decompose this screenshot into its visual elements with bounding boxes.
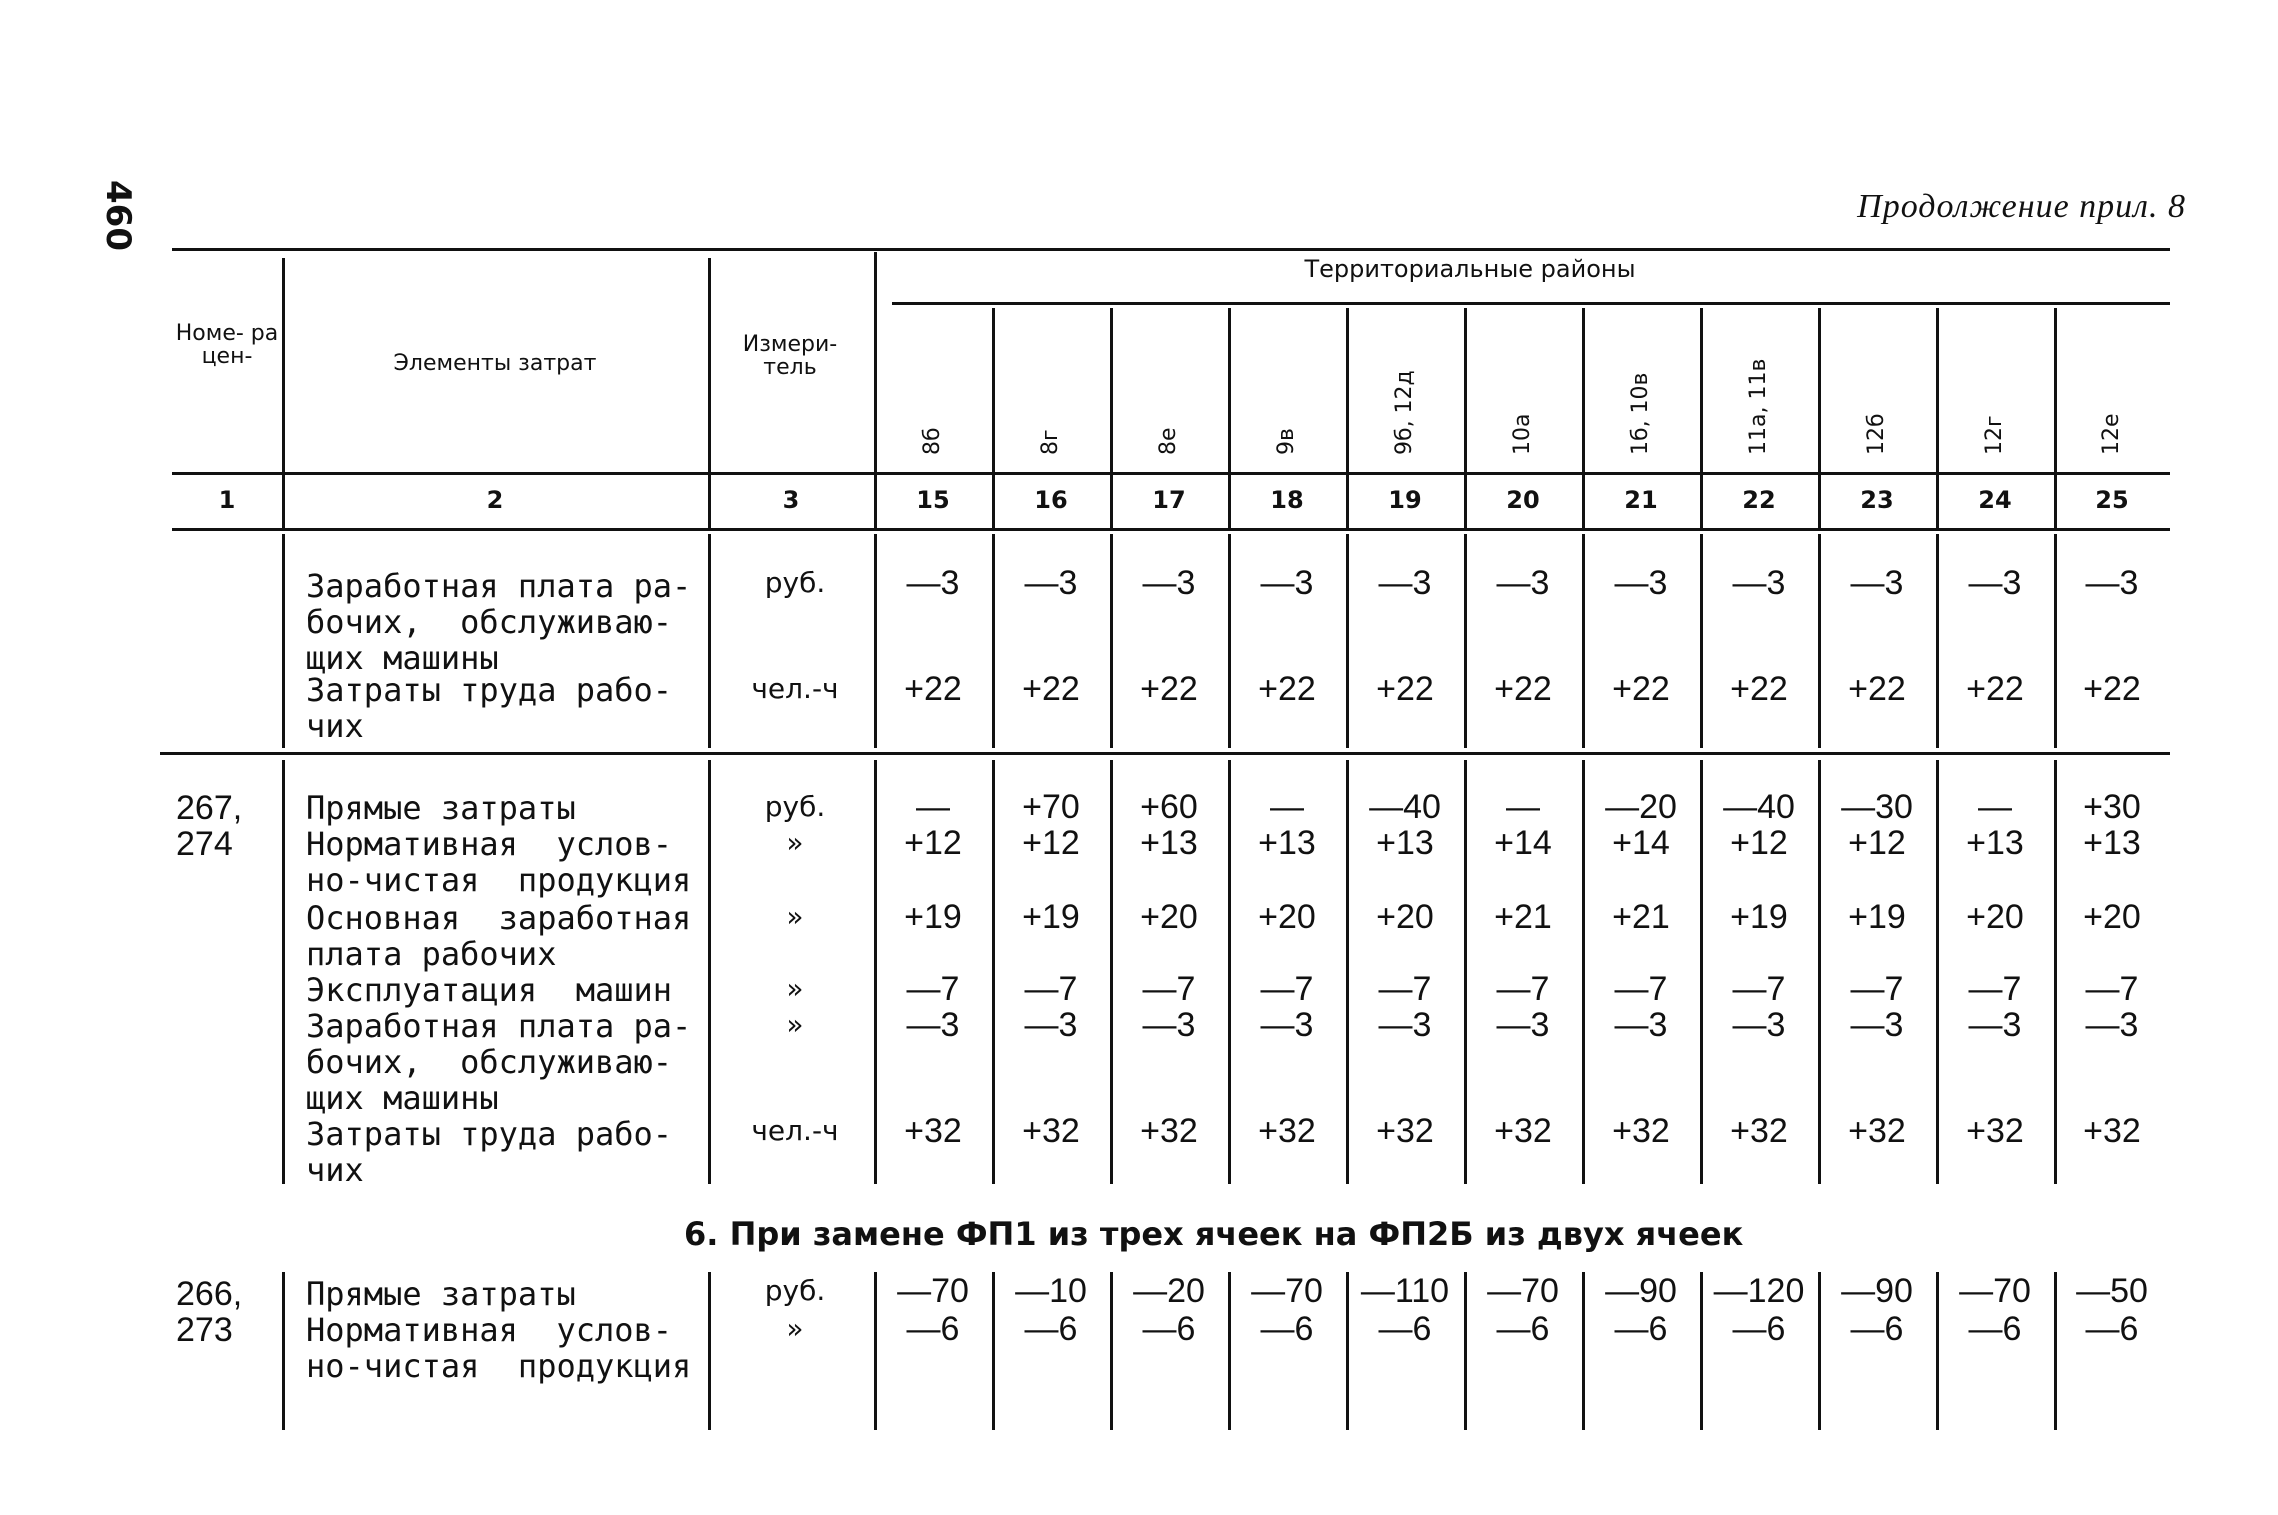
value-cell: —3: [1732, 1006, 1786, 1044]
header-unit: Измери- тель: [742, 332, 838, 381]
value-cell: —50: [2076, 1272, 2148, 1310]
value-cell: +22: [1494, 670, 1552, 708]
value-cell: —3: [1614, 564, 1668, 602]
value-cell: —7: [1496, 970, 1550, 1008]
value-cell: —: [1506, 788, 1540, 826]
value-cell: —7: [2085, 970, 2139, 1008]
value-cell: —3: [1968, 564, 2022, 602]
value-cell: —3: [1260, 564, 1314, 602]
value-cell: +22: [1730, 670, 1788, 708]
value-cell: —3: [1732, 564, 1786, 602]
price-number: 267, 274: [176, 789, 243, 863]
value-cell: —70: [897, 1272, 969, 1310]
value-cell: +20: [1376, 898, 1434, 936]
column-number: 22: [1742, 486, 1776, 514]
value-cell: —3: [1614, 1006, 1668, 1044]
value-cell: +12: [1848, 824, 1906, 862]
value-cell: —20: [1605, 788, 1677, 826]
value-cell: —7: [1260, 970, 1314, 1008]
value-cell: —: [916, 788, 950, 826]
value-cell: —6: [1614, 1310, 1668, 1348]
value-cell: +22: [1258, 670, 1316, 708]
district-divider: [1464, 308, 1467, 528]
block-c-divider: [282, 1272, 285, 1430]
district-label: 1б, 10в: [1628, 372, 1653, 455]
territorial-underline: [892, 302, 2170, 305]
value-cell: +14: [1612, 824, 1670, 862]
column-number: 15: [916, 486, 950, 514]
divider-col1: [282, 258, 285, 528]
value-cell: +22: [2083, 670, 2141, 708]
unit-label: »: [786, 972, 804, 1005]
value-cell: +20: [1966, 898, 2024, 936]
value-cell: +20: [1258, 898, 1316, 936]
unit-label: чел.-ч: [751, 1114, 839, 1147]
value-cell: —70: [1959, 1272, 2031, 1310]
cost-element-label: Заработная плата ра- бочих, обслуживаю- щих машины: [306, 567, 692, 677]
value-cell: —7: [1024, 970, 1078, 1008]
value-cell: —: [1978, 788, 2012, 826]
value-cell: —7: [1732, 970, 1786, 1008]
value-cell: —3: [1024, 564, 1078, 602]
block-c-divider: [708, 1272, 711, 1430]
value-cell: +13: [1140, 824, 1198, 862]
value-cell: —20: [1133, 1272, 1205, 1310]
value-cell: —3: [1260, 1006, 1314, 1044]
continuation-note: Продолжение прил. 8: [1857, 188, 2186, 225]
value-cell: +19: [1848, 898, 1906, 936]
block-separator-rule: [160, 752, 2170, 755]
block-a-divider: [708, 534, 711, 748]
divider-col2: [708, 258, 711, 528]
unit-label: руб.: [764, 1274, 826, 1307]
value-cell: +21: [1494, 898, 1552, 936]
value-cell: +19: [904, 898, 962, 936]
unit-label: руб.: [764, 566, 826, 599]
value-cell: +12: [1730, 824, 1788, 862]
value-cell: —110: [1360, 1272, 1450, 1310]
column-number: 24: [1978, 486, 2012, 514]
value-cell: —3: [906, 1006, 960, 1044]
value-cell: +32: [1966, 1112, 2024, 1150]
column-number: 21: [1624, 486, 1658, 514]
district-label: 10а: [1510, 413, 1535, 455]
value-cell: —3: [1496, 1006, 1550, 1044]
district-label: 9в: [1274, 428, 1299, 455]
value-cell: +30: [2083, 788, 2141, 826]
column-number: 18: [1270, 486, 1304, 514]
value-cell: +19: [1022, 898, 1080, 936]
column-number: 16: [1034, 486, 1068, 514]
value-cell: —6: [1850, 1310, 1904, 1348]
district-label: 9б, 12д: [1392, 370, 1417, 455]
price-number: 266, 273: [176, 1275, 243, 1349]
value-cell: —3: [906, 564, 960, 602]
district-divider: [1936, 308, 1939, 528]
district-divider: [1110, 308, 1113, 528]
value-cell: +32: [1140, 1112, 1198, 1150]
value-cell: —70: [1251, 1272, 1323, 1310]
column-number: 23: [1860, 486, 1894, 514]
block-b-divider: [708, 760, 711, 1184]
value-cell: +32: [1612, 1112, 1670, 1150]
value-cell: +13: [1966, 824, 2024, 862]
value-cell: +32: [2083, 1112, 2141, 1150]
unit-label: »: [786, 1008, 804, 1041]
value-cell: —3: [1142, 1006, 1196, 1044]
value-cell: —7: [1614, 970, 1668, 1008]
value-cell: —6: [1732, 1310, 1786, 1348]
value-cell: —70: [1487, 1272, 1559, 1310]
value-cell: —3: [1968, 1006, 2022, 1044]
header-bottom-rule: [172, 472, 2170, 475]
value-cell: +14: [1494, 824, 1552, 862]
cost-element-label: Нормативная услов- но-чистая продукция: [306, 825, 692, 899]
value-cell: +22: [1848, 670, 1906, 708]
value-cell: —40: [1723, 788, 1795, 826]
value-cell: —6: [1378, 1310, 1432, 1348]
value-cell: +32: [904, 1112, 962, 1150]
value-cell: +20: [2083, 898, 2141, 936]
value-cell: +21: [1612, 898, 1670, 936]
cost-element-label: Прямые затраты: [306, 789, 576, 827]
value-cell: +13: [1376, 824, 1434, 862]
district-divider: [1346, 308, 1349, 528]
value-cell: +32: [1258, 1112, 1316, 1150]
unit-label: »: [786, 826, 804, 859]
value-cell: +32: [1730, 1112, 1788, 1150]
value-cell: —3: [1142, 564, 1196, 602]
unit-label: »: [786, 900, 804, 933]
cost-element-label: Затраты труда рабо- чих: [306, 1115, 673, 1189]
value-cell: +22: [1612, 670, 1670, 708]
value-cell: —: [1270, 788, 1304, 826]
value-cell: —30: [1841, 788, 1913, 826]
district-divider: [2054, 308, 2057, 528]
district-divider: [992, 308, 995, 528]
value-cell: —3: [1850, 564, 1904, 602]
value-cell: +32: [1022, 1112, 1080, 1150]
value-cell: —6: [1142, 1310, 1196, 1348]
divider-col3: [874, 252, 877, 528]
value-cell: +22: [1376, 670, 1434, 708]
value-cell: +20: [1140, 898, 1198, 936]
block-b-divider: [282, 760, 285, 1184]
value-cell: —3: [2085, 1006, 2139, 1044]
column-number: 19: [1388, 486, 1422, 514]
value-cell: —10: [1015, 1272, 1087, 1310]
district-label: 8г: [1038, 429, 1063, 455]
column-number: 2: [486, 486, 504, 514]
unit-label: руб.: [764, 790, 826, 823]
value-cell: —6: [1260, 1310, 1314, 1348]
value-cell: +32: [1848, 1112, 1906, 1150]
value-cell: —3: [1024, 1006, 1078, 1044]
value-cell: —3: [1378, 564, 1432, 602]
column-number: 25: [2095, 486, 2129, 514]
column-number: 3: [782, 486, 800, 514]
value-cell: +60: [1140, 788, 1198, 826]
value-cell: —6: [1024, 1310, 1078, 1348]
value-cell: +13: [2083, 824, 2141, 862]
page-number: 460: [98, 180, 138, 251]
value-cell: +22: [904, 670, 962, 708]
district-divider: [1582, 308, 1585, 528]
value-cell: +22: [1140, 670, 1198, 708]
district-label: 12б: [1864, 413, 1889, 455]
value-cell: —90: [1841, 1272, 1913, 1310]
value-cell: —7: [1850, 970, 1904, 1008]
value-cell: —3: [1850, 1006, 1904, 1044]
value-cell: —6: [906, 1310, 960, 1348]
value-cell: —120: [1713, 1272, 1805, 1310]
header-cost-elements: Элементы затрат: [393, 351, 597, 376]
value-cell: —7: [1968, 970, 2022, 1008]
value-cell: —3: [2085, 564, 2139, 602]
district-label: 12е: [2099, 413, 2124, 455]
cost-element-label: Заработная плата ра- бочих, обслуживаю- щих машины: [306, 1007, 692, 1117]
cost-element-label: Нормативная услов- но-чистая продукция: [306, 1311, 692, 1385]
value-cell: +22: [1022, 670, 1080, 708]
header-territorial-districts: Территориальные районы: [1304, 255, 1636, 283]
district-label: 12г: [1982, 415, 2007, 455]
value-cell: —3: [1496, 564, 1550, 602]
value-cell: +12: [904, 824, 962, 862]
value-cell: —7: [1378, 970, 1432, 1008]
district-label: 8е: [1156, 427, 1181, 455]
value-cell: —7: [1142, 970, 1196, 1008]
column-number-rule: [172, 528, 2170, 531]
value-cell: +12: [1022, 824, 1080, 862]
cost-element-label: Эксплуатация машин: [306, 971, 673, 1009]
value-cell: —7: [906, 970, 960, 1008]
value-cell: —6: [2085, 1310, 2139, 1348]
cost-element-label: Затраты труда рабо- чих: [306, 671, 673, 745]
value-cell: +32: [1494, 1112, 1552, 1150]
cost-element-label: Прямые затраты: [306, 1275, 576, 1313]
unit-label: »: [786, 1312, 804, 1345]
district-divider: [1228, 308, 1231, 528]
district-divider: [1700, 308, 1703, 528]
table-top-rule: [172, 248, 2170, 251]
section-title: 6. При замене ФП1 из трех ячеек на ФП2Б из двух ячеек: [684, 1215, 1744, 1253]
unit-label: чел.-ч: [751, 672, 839, 705]
value-cell: +32: [1376, 1112, 1434, 1150]
value-cell: +19: [1730, 898, 1788, 936]
value-cell: —3: [1378, 1006, 1432, 1044]
value-cell: —6: [1496, 1310, 1550, 1348]
block-a-divider: [282, 534, 285, 748]
header-price-number: Номе- ра цен-: [175, 321, 279, 370]
value-cell: —6: [1968, 1310, 2022, 1348]
cost-element-label: Основная заработная плата рабочих: [306, 899, 692, 973]
value-cell: —90: [1605, 1272, 1677, 1310]
district-label: 11а, 11в: [1746, 358, 1771, 455]
column-number: 17: [1152, 486, 1186, 514]
value-cell: +70: [1022, 788, 1080, 826]
district-divider: [1818, 308, 1821, 528]
district-label: 8б: [920, 427, 945, 455]
value-cell: —40: [1369, 788, 1441, 826]
value-cell: +22: [1966, 670, 2024, 708]
column-number: 1: [218, 486, 236, 514]
column-number: 20: [1506, 486, 1540, 514]
value-cell: +13: [1258, 824, 1316, 862]
